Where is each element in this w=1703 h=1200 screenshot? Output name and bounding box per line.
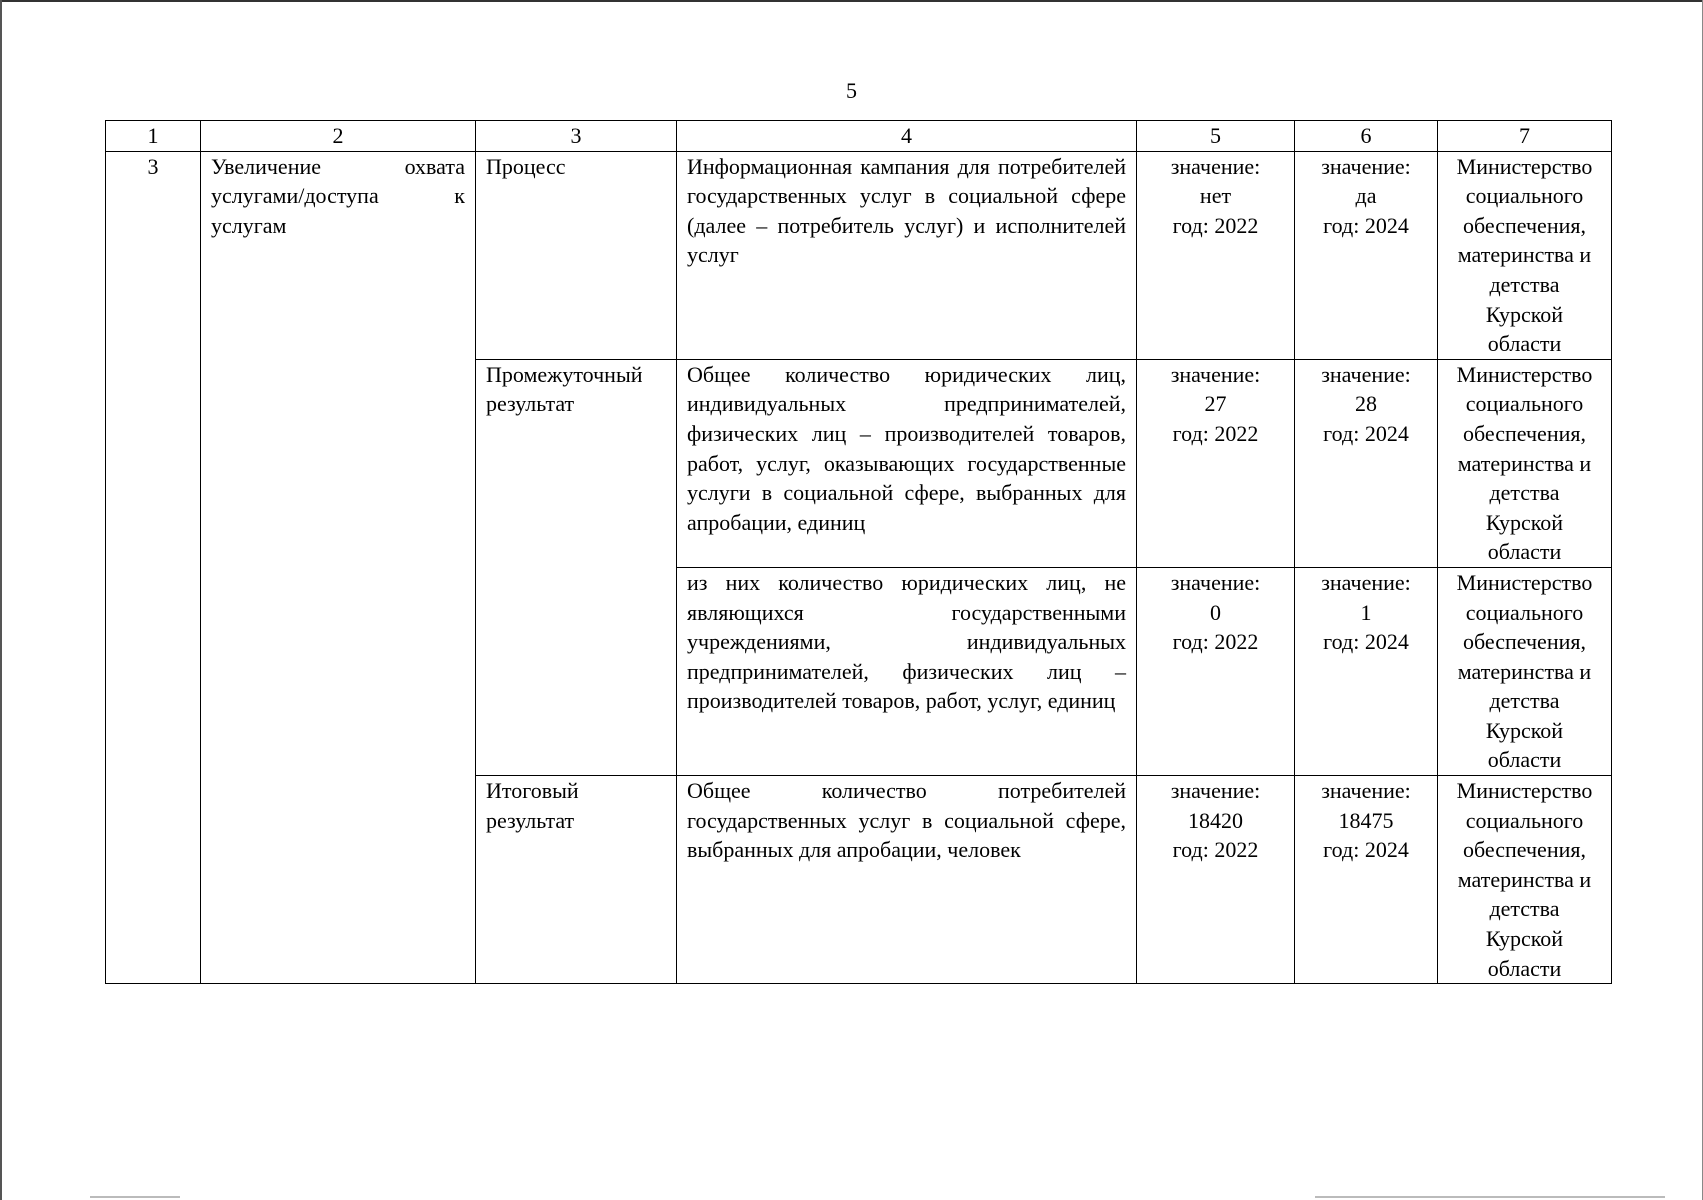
responsible-line: детства (1489, 688, 1560, 714)
target-value-cell (1295, 567, 1438, 775)
base-value: 0 (1210, 599, 1221, 625)
responsible-line: обеспечения, (1463, 212, 1586, 238)
target-value-cell (1295, 151, 1438, 359)
header-cell: 7 (1438, 121, 1612, 152)
base-value-cell (1137, 776, 1295, 984)
responsible-line: социального (1465, 807, 1584, 833)
base-value-label: значение: (1170, 153, 1261, 179)
target-year: год: 2024 (1323, 420, 1409, 446)
target-year: год: 2024 (1323, 629, 1409, 655)
base-year: год: 2022 (1172, 420, 1259, 446)
base-value: 27 (1204, 391, 1227, 417)
indicators-table (105, 120, 1612, 984)
base-value-cell (1137, 567, 1295, 775)
responsible-line: детства (1489, 271, 1560, 297)
base-value-cell (1137, 359, 1295, 567)
target-year: год: 2024 (1323, 837, 1409, 863)
responsible-line: Курской (1485, 717, 1564, 743)
target-value: 28 (1355, 391, 1377, 417)
header-cell: 4 (677, 121, 1137, 152)
indicator-description-cell: Общее количество потребителей государственных услуг в социальной сфере, выбранных для апробации, человек (677, 776, 1137, 984)
target-value-label: значение: (1321, 153, 1411, 179)
indicator-description-cell: Общее количество юридических лиц, индивидуальных предпринимателей, физических лиц – производителей товаров, работ, услуг, оказывающих государственные услуги в социальной сфере, выбранных для апробации, единиц (677, 359, 1137, 567)
base-value-cell (1137, 151, 1295, 359)
table-row (106, 151, 1612, 359)
responsible-line: обеспечения, (1463, 420, 1586, 446)
row-number-cell: 3 (106, 151, 201, 984)
header-row (106, 121, 1612, 152)
responsible-line: Министерство (1456, 153, 1593, 179)
responsible-line: детства (1489, 480, 1560, 506)
responsible-cell (1438, 567, 1612, 775)
responsible-line: социального (1465, 599, 1584, 625)
indicator-type-cell: Итоговый результат (476, 776, 677, 984)
responsible-line: Министерство (1456, 778, 1593, 804)
header-cell: 5 (1137, 121, 1295, 152)
scan-edge-left (0, 0, 2, 1200)
responsible-line: обеспечения, (1463, 629, 1586, 655)
base-value-label: значение: (1170, 778, 1261, 804)
goal-cell: Увеличение охвата услугами/доступа к услугам (201, 151, 476, 984)
target-value-label: значение: (1321, 569, 1411, 595)
base-value-label: значение: (1170, 361, 1261, 387)
header-cell: 2 (201, 121, 476, 152)
header-cell: 6 (1295, 121, 1438, 152)
responsible-line: материнства и (1457, 866, 1592, 892)
scan-mark-bottom-left (90, 1196, 180, 1198)
responsible-line: материнства и (1457, 242, 1592, 268)
indicator-description-cell: Информационная кампания для потребителей государственных услуг в социальной сфере (далее – потребитель услуг) и исполнителей услуг (677, 151, 1137, 359)
page-number: 5 (846, 78, 857, 103)
responsible-line: обеспечения, (1463, 837, 1586, 863)
responsible-line: материнства и (1457, 658, 1592, 684)
responsible-line: области (1487, 539, 1562, 565)
indicator-type-cell: Процесс (476, 151, 677, 359)
responsible-line: Курской (1485, 509, 1564, 535)
header-cell: 1 (106, 121, 201, 152)
target-year: год: 2024 (1323, 212, 1409, 238)
responsible-line: социального (1465, 183, 1584, 209)
responsible-line: Курской (1485, 926, 1564, 952)
scan-edge-top (0, 0, 1703, 2)
base-year: год: 2022 (1172, 212, 1259, 238)
responsible-line: социального (1465, 391, 1584, 417)
base-value: 18420 (1188, 807, 1243, 833)
header-cell: 3 (476, 121, 677, 152)
target-value: 18475 (1338, 807, 1394, 833)
target-value-label: значение: (1321, 361, 1411, 387)
base-year: год: 2022 (1172, 629, 1259, 655)
indicator-description-cell: из них количество юридических лиц, не являющихся государственными учреждениями, индивидуальных предпринимателей, физических лиц – производителей товаров, работ, услуг, единиц (677, 567, 1137, 775)
target-value: да (1355, 183, 1377, 209)
responsible-line: области (1487, 331, 1562, 357)
responsible-line: детства (1489, 896, 1560, 922)
target-value-label: значение: (1321, 778, 1411, 804)
responsible-line: Курской (1485, 301, 1564, 327)
responsible-cell (1438, 776, 1612, 984)
base-value: нет (1199, 183, 1232, 209)
target-value: 1 (1360, 599, 1372, 625)
responsible-line: материнства и (1457, 450, 1592, 476)
target-value-cell (1295, 776, 1438, 984)
responsible-cell (1438, 359, 1612, 567)
base-value-label: значение: (1170, 569, 1261, 595)
responsible-line: области (1487, 955, 1562, 981)
responsible-cell (1438, 151, 1612, 359)
scan-mark-bottom-right (1315, 1196, 1665, 1198)
responsible-line: Министерство (1456, 361, 1593, 387)
base-year: год: 2022 (1172, 837, 1259, 863)
responsible-line: Министерство (1456, 569, 1593, 595)
indicator-type-cell: Промежуточный результат (476, 359, 677, 775)
responsible-line: области (1487, 747, 1562, 773)
target-value-cell (1295, 359, 1438, 567)
